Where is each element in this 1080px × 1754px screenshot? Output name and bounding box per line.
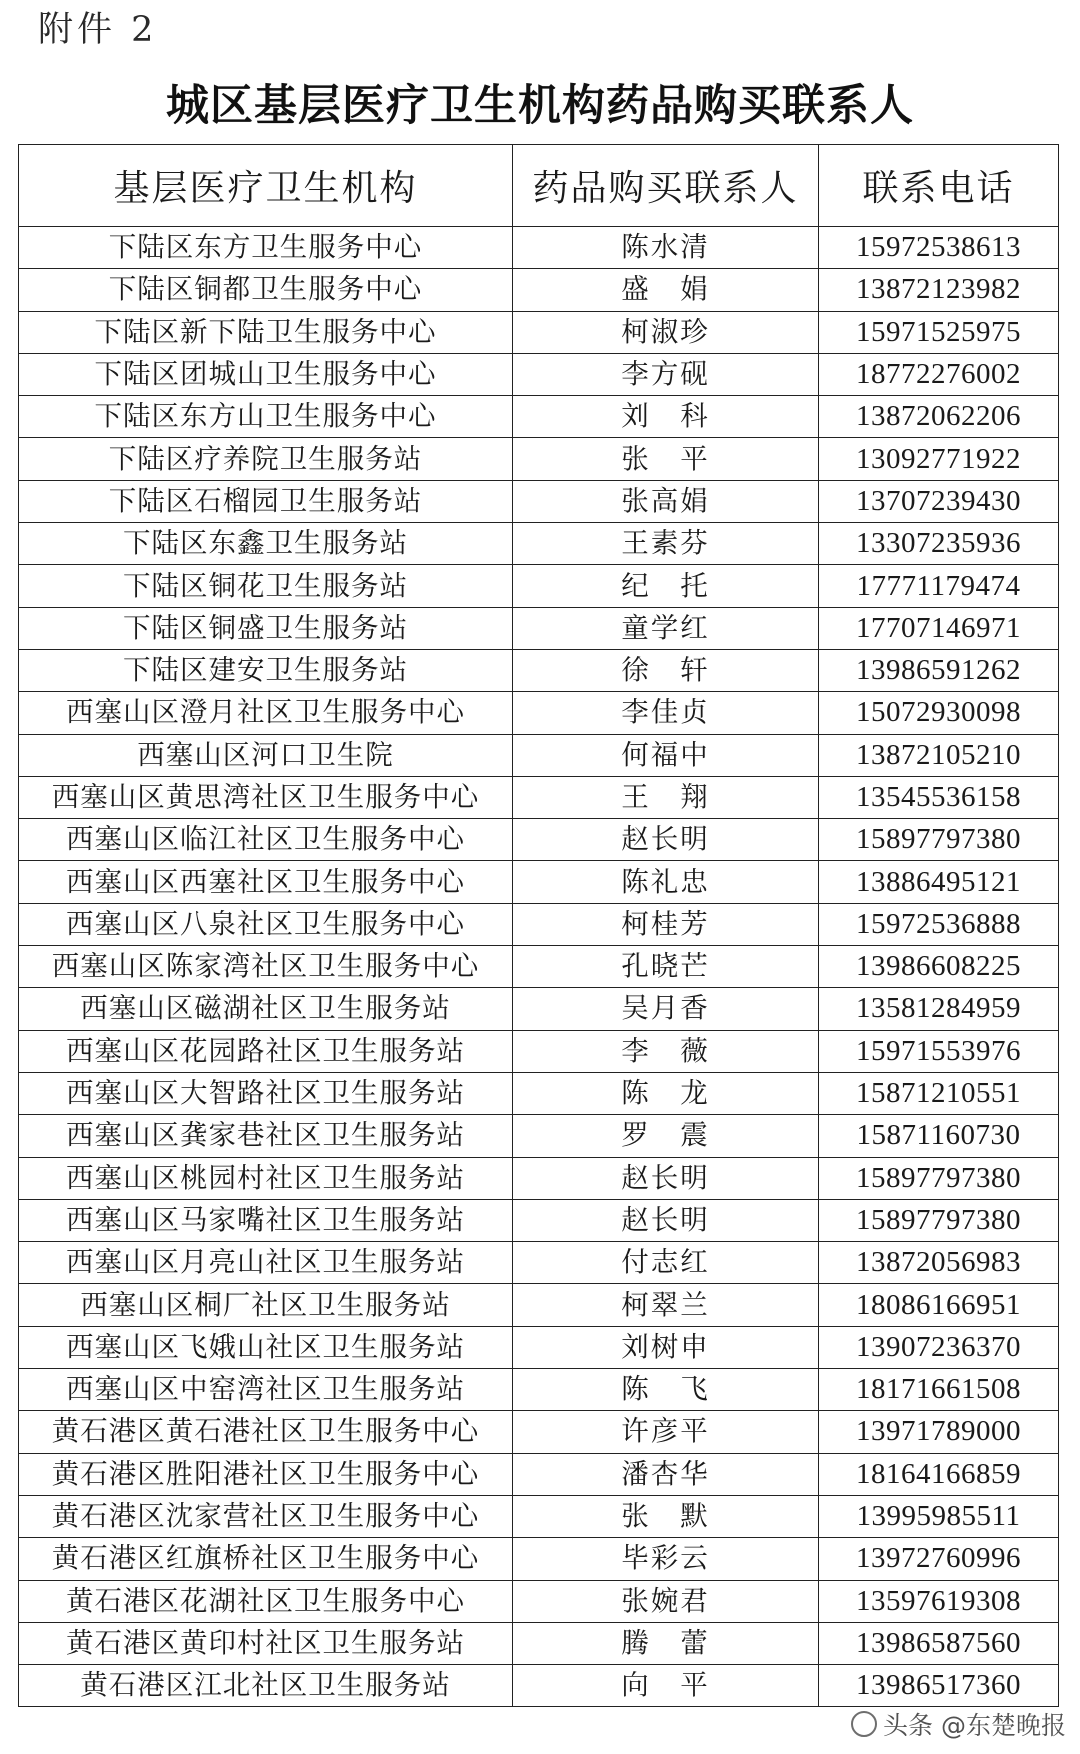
contact-cell: 李方砚: [513, 353, 819, 395]
contact-cell: 王素芬: [513, 523, 819, 565]
phone-cell: 13872105210: [819, 734, 1059, 776]
table-row: [19, 1284, 1059, 1326]
page-title: 城区基层医疗卫生机构药品购买联系人: [166, 81, 914, 131]
contact-cell: 潘杏华: [513, 1453, 819, 1495]
phone-cell: 13995985511: [819, 1495, 1059, 1537]
table-row: [19, 607, 1059, 649]
institution-cell: 西塞山区桃园村社区卫生服务站: [19, 1157, 513, 1199]
attachment-label: 附件 2: [38, 10, 158, 50]
phone-cell: 18164166859: [819, 1453, 1059, 1495]
institution-cell: 下陆区东方山卫生服务中心: [19, 396, 513, 438]
table-row: [19, 1199, 1059, 1241]
phone-cell: 13971789000: [819, 1411, 1059, 1453]
table-row: [19, 269, 1059, 311]
phone-cell: 13886495121: [819, 861, 1059, 903]
phone-cell: 15971525975: [819, 311, 1059, 353]
table-row: [19, 227, 1059, 269]
institution-cell: 下陆区建安卫生服务站: [19, 649, 513, 691]
institution-cell: 下陆区团城山卫生服务中心: [19, 353, 513, 395]
contact-cell: 徐 轩: [513, 649, 819, 691]
institution-cell: 西塞山区马家嘴社区卫生服务站: [19, 1199, 513, 1241]
table-row: [19, 946, 1059, 988]
phone-cell: 15072930098: [819, 692, 1059, 734]
table-row: [19, 311, 1059, 353]
institution-cell: 黄石港区胜阳港社区卫生服务中心: [19, 1453, 513, 1495]
phone-cell: 13907236370: [819, 1326, 1059, 1368]
phone-cell: 13545536158: [819, 776, 1059, 818]
phone-cell: 15897797380: [819, 1157, 1059, 1199]
institution-cell: 黄石港区黄石港社区卫生服务中心: [19, 1411, 513, 1453]
contact-cell: 吴月香: [513, 988, 819, 1030]
table-row: [19, 438, 1059, 480]
contact-cell: 何福中: [513, 734, 819, 776]
table-row: [19, 396, 1059, 438]
contact-cell: 张 默: [513, 1495, 819, 1537]
institution-cell: 西塞山区澄月社区卫生服务中心: [19, 692, 513, 734]
institution-cell: 下陆区东方卫生服务中心: [19, 227, 513, 269]
phone-cell: 13597619308: [819, 1580, 1059, 1622]
table-row: [19, 1495, 1059, 1537]
table-row: [19, 734, 1059, 776]
contact-cell: 张高娟: [513, 480, 819, 522]
contact-cell: 柯翠兰: [513, 1284, 819, 1326]
contact-cell: 陈 飞: [513, 1369, 819, 1411]
contact-cell: 孔晓芒: [513, 946, 819, 988]
table-row: [19, 480, 1059, 522]
contact-cell: 付志红: [513, 1242, 819, 1284]
table-row: [19, 1622, 1059, 1664]
phone-cell: 15971553976: [819, 1030, 1059, 1072]
table-row: [19, 1538, 1059, 1580]
table-row: [19, 1453, 1059, 1495]
contact-cell: 赵长明: [513, 1157, 819, 1199]
column-header-institution: 基层医疗卫生机构: [19, 145, 513, 227]
contact-cell: 赵长明: [513, 1199, 819, 1241]
source-watermark: [851, 1706, 1066, 1742]
contact-table: [18, 144, 1059, 1707]
contact-cell: 盛 娟: [513, 269, 819, 311]
institution-cell: 西塞山区飞娥山社区卫生服务站: [19, 1326, 513, 1368]
phone-cell: 15871160730: [819, 1115, 1059, 1157]
contact-cell: 陈 龙: [513, 1072, 819, 1114]
institution-cell: 西塞山区陈家湾社区卫生服务中心: [19, 946, 513, 988]
table-row: [19, 353, 1059, 395]
institution-cell: 下陆区石榴园卫生服务站: [19, 480, 513, 522]
phone-cell: 15972538613: [819, 227, 1059, 269]
table-row: [19, 819, 1059, 861]
table-row: [19, 861, 1059, 903]
table-row: [19, 1665, 1059, 1707]
institution-cell: 西塞山区八泉社区卫生服务中心: [19, 903, 513, 945]
table-row: [19, 1157, 1059, 1199]
table-header-row: [19, 145, 1059, 227]
institution-cell: 西塞山区龚家巷社区卫生服务站: [19, 1115, 513, 1157]
institution-cell: 下陆区铜花卫生服务站: [19, 565, 513, 607]
contact-cell: 纪 托: [513, 565, 819, 607]
institution-cell: 黄石港区花湖社区卫生服务中心: [19, 1580, 513, 1622]
institution-cell: 黄石港区红旗桥社区卫生服务中心: [19, 1538, 513, 1580]
table-row: [19, 692, 1059, 734]
column-header-contact: 药品购买联系人: [513, 145, 819, 227]
institution-cell: 西塞山区西塞社区卫生服务中心: [19, 861, 513, 903]
contact-cell: 向 平: [513, 1665, 819, 1707]
phone-cell: 13986517360: [819, 1665, 1059, 1707]
table-row: [19, 1072, 1059, 1114]
phone-cell: 15897797380: [819, 1199, 1059, 1241]
avatar-icon: [851, 1711, 877, 1737]
contact-cell: 赵长明: [513, 819, 819, 861]
contact-cell: 刘 科: [513, 396, 819, 438]
institution-cell: 西塞山区大智路社区卫生服务站: [19, 1072, 513, 1114]
contact-cell: 刘树申: [513, 1326, 819, 1368]
institution-cell: 黄石港区黄印村社区卫生服务站: [19, 1622, 513, 1664]
table-row: [19, 776, 1059, 818]
institution-cell: 黄石港区江北社区卫生服务站: [19, 1665, 513, 1707]
institution-cell: 下陆区新下陆卫生服务中心: [19, 311, 513, 353]
institution-cell: 西塞山区月亮山社区卫生服务站: [19, 1242, 513, 1284]
phone-cell: 18772276002: [819, 353, 1059, 395]
contact-cell: 陈礼忠: [513, 861, 819, 903]
contact-cell: 罗 震: [513, 1115, 819, 1157]
column-header-phone: 联系电话: [819, 145, 1059, 227]
table-row: [19, 565, 1059, 607]
phone-cell: 13707239430: [819, 480, 1059, 522]
phone-cell: 15972536888: [819, 903, 1059, 945]
table-row: [19, 1242, 1059, 1284]
phone-cell: 13872062206: [819, 396, 1059, 438]
table-row: [19, 988, 1059, 1030]
phone-cell: 15897797380: [819, 819, 1059, 861]
contact-cell: 腾 蕾: [513, 1622, 819, 1664]
institution-cell: 西塞山区临江社区卫生服务中心: [19, 819, 513, 861]
phone-cell: 17707146971: [819, 607, 1059, 649]
table-row: [19, 1115, 1059, 1157]
phone-cell: 18171661508: [819, 1369, 1059, 1411]
institution-cell: 西塞山区河口卫生院: [19, 734, 513, 776]
watermark-text: 头条 @东楚晚报: [883, 1711, 1066, 1740]
institution-cell: 西塞山区中窑湾社区卫生服务站: [19, 1369, 513, 1411]
table-row: [19, 649, 1059, 691]
table-row: [19, 1030, 1059, 1072]
table-row: [19, 1369, 1059, 1411]
phone-cell: 13092771922: [819, 438, 1059, 480]
institution-cell: 西塞山区黄思湾社区卫生服务中心: [19, 776, 513, 818]
contact-cell: 柯桂芳: [513, 903, 819, 945]
phone-cell: 13581284959: [819, 988, 1059, 1030]
contact-cell: 李佳贞: [513, 692, 819, 734]
contact-cell: 陈水清: [513, 227, 819, 269]
contact-cell: 毕彩云: [513, 1538, 819, 1580]
institution-cell: 下陆区铜都卫生服务中心: [19, 269, 513, 311]
phone-cell: 13972760996: [819, 1538, 1059, 1580]
institution-cell: 西塞山区桐厂社区卫生服务站: [19, 1284, 513, 1326]
contact-cell: 柯淑珍: [513, 311, 819, 353]
phone-cell: 13307235936: [819, 523, 1059, 565]
contact-cell: 张 平: [513, 438, 819, 480]
contact-cell: 童学红: [513, 607, 819, 649]
phone-cell: 13872123982: [819, 269, 1059, 311]
contact-cell: 李 薇: [513, 1030, 819, 1072]
phone-cell: 13986587560: [819, 1622, 1059, 1664]
institution-cell: 下陆区疗养院卫生服务站: [19, 438, 513, 480]
institution-cell: 黄石港区沈家营社区卫生服务中心: [19, 1495, 513, 1537]
table-row: [19, 1411, 1059, 1453]
institution-cell: 下陆区东鑫卫生服务站: [19, 523, 513, 565]
table-body: [19, 227, 1059, 1707]
institution-cell: 下陆区铜盛卫生服务站: [19, 607, 513, 649]
phone-cell: 13986608225: [819, 946, 1059, 988]
phone-cell: 17771179474: [819, 565, 1059, 607]
contact-cell: 许彦平: [513, 1411, 819, 1453]
table-row: [19, 1326, 1059, 1368]
contact-cell: 王 翔: [513, 776, 819, 818]
contact-cell: 张婉君: [513, 1580, 819, 1622]
table-row: [19, 1580, 1059, 1622]
phone-cell: 15871210551: [819, 1072, 1059, 1114]
phone-cell: 18086166951: [819, 1284, 1059, 1326]
phone-cell: 13872056983: [819, 1242, 1059, 1284]
table-row: [19, 523, 1059, 565]
institution-cell: 西塞山区磁湖社区卫生服务站: [19, 988, 513, 1030]
phone-cell: 13986591262: [819, 649, 1059, 691]
institution-cell: 西塞山区花园路社区卫生服务站: [19, 1030, 513, 1072]
table-row: [19, 903, 1059, 945]
